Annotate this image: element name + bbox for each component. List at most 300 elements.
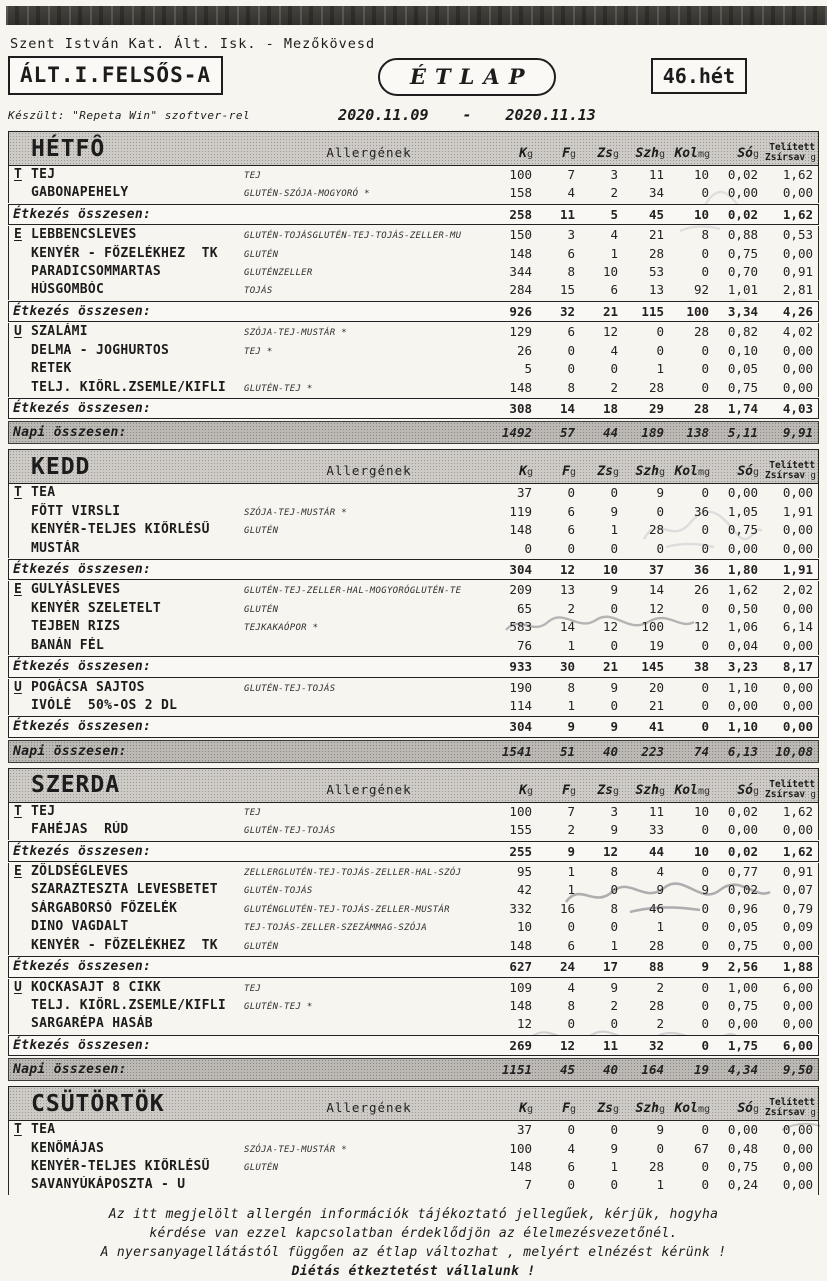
nutrient-value: 42: [516, 882, 532, 898]
meal-marker: [9, 521, 31, 539]
menu-item-allergens: [244, 1129, 494, 1131]
menu-item-allergens: TEJ: [244, 983, 262, 994]
menu-item-allergens: SZÓJA-TEJ-MUSTÁR *: [244, 507, 347, 518]
menu-item-allergens: TEJKAKAÓPOR *: [244, 623, 319, 634]
nutrient-value: 1151: [501, 1062, 532, 1078]
menu-item-row: [8, 803, 819, 821]
nutrient-value: 28: [693, 400, 709, 416]
meal-marker: [9, 997, 31, 1015]
meal-marker: [9, 379, 31, 397]
nutrient-value: 3,23: [727, 659, 758, 675]
nutrient-value: 12: [602, 619, 618, 635]
nutrient-value: 148: [509, 1159, 532, 1174]
nutrient-value: 0: [567, 1016, 575, 1032]
nutrient-value: 0,75: [727, 997, 758, 1013]
nutrient-value: 9: [656, 882, 664, 898]
nutrient-value: 28: [648, 997, 664, 1013]
menu-item-row: [8, 360, 819, 378]
nutrient-value: 1: [656, 361, 664, 377]
nutrient-value: 9: [567, 719, 575, 735]
day-header: [8, 768, 819, 803]
menu-item-name: SÁRGABORSÓ FŐZELÉK: [31, 900, 178, 916]
nutrient-value: 1,62: [782, 803, 813, 819]
nutrient-value: 0,00: [782, 540, 813, 556]
meal-marker: [9, 881, 31, 899]
nutrient-value: 0: [610, 1122, 618, 1138]
date-range: [338, 106, 596, 124]
allergens-column-header: Allergének: [326, 1100, 412, 1116]
meal-total-row: [8, 656, 819, 678]
allergens-column-header: Allergének: [326, 781, 412, 797]
nutrient-value: 9: [610, 582, 618, 598]
menu-item-row: [8, 503, 819, 521]
nutrient-value: 65: [516, 600, 532, 616]
nutrient-value: 9: [610, 1140, 618, 1156]
nutrient-value: 0,00: [782, 679, 813, 695]
nutrient-value: 933: [509, 659, 532, 675]
nutrient-value: 6: [567, 324, 575, 340]
meal-marker: E: [14, 864, 22, 880]
nutrient-value: 10: [602, 561, 618, 577]
nutrient-value: 34: [648, 185, 664, 201]
nutrient-column-header: Zsg: [597, 464, 619, 480]
nutrient-value: 0,02: [727, 167, 758, 182]
nutrient-value: 28: [648, 937, 664, 953]
menu-item-row: [8, 540, 819, 558]
nutrient-value: 1,05: [727, 503, 758, 519]
nutrient-column-header: Szhg: [635, 464, 665, 480]
nutrient-value: 0,00: [782, 361, 813, 377]
menu-item-allergens: ZELLERGLUTÉN-TEJ-TOJÁS-ZELLER-HAL-SZÓJ: [244, 868, 462, 879]
nutrient-value: 14: [648, 582, 664, 598]
menu-item-name: TEJBEN RIZS: [31, 619, 121, 635]
nutrient-value: 0: [701, 900, 709, 916]
nutrient-value: 10: [516, 919, 532, 935]
nutrient-value: 4,02: [782, 324, 813, 340]
menu-item-name: RETEK: [31, 361, 72, 377]
nutrient-value: 16: [559, 900, 575, 916]
nutrient-value: 41: [648, 719, 664, 735]
nutrient-value: 8: [701, 227, 709, 243]
menu-item-row: [8, 379, 819, 397]
nutrient-value: 0,05: [727, 361, 758, 377]
nutrient-value: 11: [602, 1037, 618, 1053]
menu-item-row: [8, 1140, 819, 1158]
saturated-fat-column-header: Telített Zsírsav g: [765, 778, 816, 800]
menu-item-row: [8, 918, 819, 936]
allergens-column-header: Allergének: [326, 463, 412, 479]
menu-item-allergens: [244, 493, 494, 495]
nutrient-value: 2,56: [727, 959, 758, 975]
nutrient-column-header: Fg: [562, 464, 576, 480]
nutrient-column-header: Sóg: [737, 464, 759, 480]
menu-item-name: BANÁN FÉL: [31, 637, 105, 653]
nutrient-value: 0: [701, 1159, 709, 1174]
nutrient-value: 0,00: [782, 342, 813, 358]
nutrient-value: 0: [610, 697, 618, 713]
nutrient-value: 2: [610, 997, 618, 1013]
nutrient-value: 0: [567, 540, 575, 556]
nutrient-value: 2: [610, 379, 618, 395]
menu-item-row: [8, 323, 819, 341]
nutrient-value: 0: [610, 919, 618, 935]
menu-item-allergens: GLUTÉN: [244, 941, 279, 952]
meal-total-label: Étkezés összesen:: [13, 659, 152, 675]
nutrient-value: 18: [602, 400, 618, 416]
nutrient-value: 1492: [501, 425, 532, 441]
nutrient-column-header: Kolmg: [674, 464, 710, 480]
nutrient-value: 0: [701, 1037, 709, 1053]
nutrient-column-header: Zsg: [597, 146, 619, 161]
meal-marker: E: [14, 227, 22, 243]
nutrient-value: 20: [648, 679, 664, 695]
nutrient-value: 0: [610, 637, 618, 653]
nutrient-column-header: Sóg: [737, 782, 759, 798]
menu-item-name: TEJ: [31, 803, 56, 819]
menu-item-name: PARADICSOMMARTAS: [31, 264, 162, 280]
nutrient-value: 0,00: [727, 1016, 758, 1032]
day-name: KEDD: [31, 453, 91, 480]
menu-item-name: SAVANYÚKÁPOSZTA - U: [31, 1177, 186, 1193]
daily-total-row: [8, 1058, 819, 1081]
nutrient-value: 2,81: [782, 282, 813, 298]
menu-item-name: KOCKASAJT 8 CIKK: [31, 979, 162, 995]
menu-item-allergens: TEJ: [244, 171, 262, 181]
nutrient-value: 12: [602, 843, 618, 859]
nutrient-value: 9,91: [782, 425, 813, 441]
nutrient-value: 1,06: [727, 619, 758, 635]
nutrient-value: 0,07: [782, 882, 813, 898]
meal-marker: [9, 503, 31, 521]
nutrient-value: 0: [701, 1016, 709, 1032]
footer-line: Diétás étkeztetést vállalunk !: [291, 1263, 536, 1279]
menu-item-row: [8, 226, 819, 244]
nutrient-value: 6: [610, 282, 618, 298]
menu-item-row: [8, 263, 819, 281]
nutrient-value: 0: [656, 540, 664, 556]
day-section: [8, 1086, 819, 1195]
nutrient-value: 0,48: [727, 1140, 758, 1156]
nutrient-value: 0: [701, 264, 709, 280]
nutrient-column-header: Sóg: [737, 1101, 759, 1117]
meal-marker: E: [14, 582, 22, 598]
menu-item-row: [8, 245, 819, 263]
nutrient-value: 627: [509, 959, 532, 975]
nutrient-value: 12: [516, 1016, 532, 1032]
menu-item-row: [8, 281, 819, 299]
nutrient-value: 0: [701, 361, 709, 377]
meal-total-row: [8, 559, 819, 581]
nutrient-value: 21: [602, 659, 618, 675]
nutrient-value: 0,00: [782, 185, 813, 201]
nutrient-value: 150: [509, 227, 532, 243]
nutrient-value: 26: [516, 342, 532, 358]
menu-item-allergens: GLUTÉN-TEJ *: [244, 1001, 313, 1012]
nutrient-value: 155: [509, 822, 532, 838]
menu-item-allergens: [244, 548, 494, 550]
nutrient-value: 37: [648, 561, 664, 577]
nutrient-value: 10: [693, 206, 709, 222]
nutrient-value: 13: [648, 282, 664, 298]
day-sections: [8, 131, 819, 1195]
nutrient-value: 1,00: [727, 979, 758, 995]
nutrient-column-header: Kolmg: [674, 1101, 710, 1117]
meal-total-label: Étkezés összesen:: [13, 206, 152, 222]
nutrient-value: 1: [656, 919, 664, 935]
menu-item-allergens: GLUTÉN-TEJ-TOJÁS: [244, 826, 336, 837]
nutrient-value: 11: [648, 803, 664, 819]
nutrient-value: 12: [602, 324, 618, 340]
nutrient-value: 0,75: [727, 379, 758, 395]
nutrient-value: 0,02: [727, 843, 758, 859]
nutrient-value: 21: [648, 697, 664, 713]
nutrient-value: 11: [648, 167, 664, 182]
menu-item-allergens: GLUTÉN: [244, 604, 279, 615]
menu-item-row: [8, 600, 819, 618]
nutrient-value: 46: [648, 900, 664, 916]
nutrient-value: 1: [567, 697, 575, 713]
nutrient-value: 4: [567, 979, 575, 995]
meal-total-label: Étkezés összesen:: [13, 719, 152, 735]
nutrient-value: 3: [567, 227, 575, 243]
menu-item-row: [8, 1176, 819, 1194]
nutrient-value: 0,75: [727, 245, 758, 261]
menu-item-allergens: GLUTÉN: [244, 1163, 279, 1173]
menu-item-allergens: [244, 368, 494, 370]
nutrient-value: 0,75: [727, 1159, 758, 1174]
menu-item-allergens: SZÓJA-TEJ-MUSTÁR *: [244, 1144, 347, 1155]
menu-item-row: [8, 581, 819, 599]
meal-marker: U: [14, 979, 22, 995]
nutrient-column-header: Kolmg: [674, 146, 710, 161]
software-credit: Készült: "Repeta Win" szoftver-rel: [8, 108, 251, 122]
nutrient-value: 2: [610, 185, 618, 201]
nutrient-value: 12: [693, 619, 709, 635]
nutrient-value: 0: [701, 185, 709, 201]
nutrient-value: 0: [656, 1140, 664, 1156]
nutrient-value: 7: [567, 803, 575, 819]
nutrient-value: 1,74: [727, 400, 758, 416]
menu-item-row: [8, 900, 819, 918]
nutrient-value: 38: [693, 659, 709, 675]
menu-item-allergens: SZÓJA-TEJ-MUSTÁR *: [244, 328, 347, 339]
meal-marker: [9, 1176, 31, 1194]
nutrient-value: 0,00: [782, 600, 813, 616]
day-section: [8, 131, 819, 444]
nutrient-value: 0: [610, 540, 618, 556]
nutrient-value: 9: [656, 1122, 664, 1138]
nutrient-value: 1,01: [727, 282, 758, 298]
nutrient-value: 100: [509, 1140, 532, 1156]
nutrient-value: 9: [567, 843, 575, 859]
nutrient-value: 255: [509, 843, 532, 859]
nutrient-value: 100: [641, 619, 664, 635]
nutrient-value: 1: [610, 522, 618, 538]
nutrient-value: 0,00: [782, 245, 813, 261]
meal-marker: T: [14, 1122, 22, 1138]
menu-item-row: [8, 881, 819, 899]
nutrient-value: 0,00: [782, 937, 813, 953]
nutrient-value: 44: [648, 843, 664, 859]
daily-total-label: Napi összesen:: [13, 743, 127, 759]
nutrient-value: 129: [509, 324, 532, 340]
day-section: [8, 768, 819, 1081]
nutrient-column-header: Zsg: [597, 1101, 619, 1117]
menu-item-allergens: TEJ *: [244, 346, 273, 357]
menu-item-allergens: GLUTÉNZELLER: [244, 268, 313, 279]
nutrient-value: 6: [567, 937, 575, 953]
nutrient-value: 1: [610, 1159, 618, 1174]
nutrient-value: 0: [701, 1122, 709, 1138]
menu-item-name: KENYÉR - FŐZELÉKHEZ TK: [31, 245, 218, 261]
menu-item-name: FAHÉJAS RÚD: [31, 822, 129, 838]
meal-marker: [9, 600, 31, 618]
nutrient-value: 0,24: [727, 1177, 758, 1193]
nutrient-value: 0: [701, 522, 709, 538]
nutrient-value: 0,00: [782, 719, 813, 735]
menu-item-row: [8, 679, 819, 697]
menu-item-row: [8, 342, 819, 360]
nutrient-value: 0,91: [782, 864, 813, 880]
nutrient-value: 2: [656, 979, 664, 995]
nutrient-value: 0: [656, 324, 664, 340]
menu-item-row: [8, 1158, 819, 1176]
nutrient-value: 0: [701, 379, 709, 395]
nutrient-value: 138: [686, 425, 709, 441]
nutrient-value: 332: [509, 900, 532, 916]
day-name: CSÜTÖRTÖK: [31, 1090, 165, 1117]
info-row: [8, 104, 819, 126]
meal-marker: T: [14, 803, 22, 819]
nutrient-value: 0: [701, 485, 709, 501]
nutrient-value: 88: [648, 959, 664, 975]
nutrient-value: 1: [567, 637, 575, 653]
nutrient-value: 0: [701, 1177, 709, 1193]
menu-item-name: POGÁCSA SAJTOS: [31, 679, 145, 695]
document-type-badge: ÉTLAP: [378, 58, 555, 96]
nutrient-value: 10: [602, 264, 618, 280]
nutrient-value: 0: [610, 882, 618, 898]
menu-item-allergens: [244, 705, 494, 707]
menu-item-allergens: [244, 1185, 494, 1187]
nutrient-value: 0,00: [782, 522, 813, 538]
menu-item-allergens: GLUTÉN-TEJ *: [244, 383, 313, 394]
nutrient-value: 8: [567, 379, 575, 395]
nutrient-value: 583: [509, 619, 532, 635]
nutrient-value: 0: [567, 1122, 575, 1138]
menu-item-name: SZARAZTESZTA LEVESBETET: [31, 882, 218, 898]
nutrient-value: 40: [602, 743, 618, 759]
nutrient-value: 9: [701, 882, 709, 898]
nutrient-value: 28: [648, 245, 664, 261]
nutrient-value: 2,02: [782, 582, 813, 598]
nutrient-value: 109: [509, 979, 532, 995]
nutrient-value: 119: [509, 503, 532, 519]
nutrient-value: 0,00: [782, 1140, 813, 1156]
nutrient-value: 24: [559, 959, 575, 975]
nutrient-value: 44: [602, 425, 618, 441]
nutrient-value: 9: [610, 822, 618, 838]
daily-total-label: Napi összesen:: [13, 1062, 127, 1078]
menu-item-name: IVÓLÉ 50%-OS 2 DL: [31, 697, 178, 713]
nutrient-value: 0,05: [727, 919, 758, 935]
menu-item-name: DINO VAGDALT: [31, 919, 129, 935]
nutrient-value: 0: [567, 1177, 575, 1193]
nutrient-value: 114: [509, 697, 532, 713]
nutrient-value: 0,09: [782, 919, 813, 935]
menu-item-row: [8, 1121, 819, 1139]
nutrient-value: 4: [567, 185, 575, 201]
nutrient-value: 0,75: [727, 937, 758, 953]
menu-item-name: TEA: [31, 485, 56, 501]
nutrient-value: 0: [701, 600, 709, 616]
footer-line: A nyersanyagellátástól függően az étlap változhat , melyért elnézést kérünk !: [100, 1244, 727, 1260]
nutrient-value: 8: [610, 864, 618, 880]
nutrient-value: 1: [610, 937, 618, 953]
daily-total-label: Napi összesen:: [13, 425, 127, 441]
nutrient-value: 11: [559, 206, 575, 222]
nutrient-value: 12: [559, 561, 575, 577]
nutrient-value: 0,00: [782, 1177, 813, 1193]
nutrient-value: 115: [641, 303, 664, 319]
menu-item-name: KENYÉR SZELETELT: [31, 600, 162, 616]
meal-total-row: [8, 398, 819, 420]
menu-item-allergens: GLUTÉN-SZÓJA-MOGYORÓ *: [244, 189, 370, 200]
nutrient-value: 28: [648, 522, 664, 538]
meal-total-row: [8, 956, 819, 978]
nutrient-column-header: Kg: [519, 1101, 533, 1117]
meal-marker: [9, 937, 31, 955]
nutrient-column-header: Sóg: [737, 146, 759, 161]
nutrient-value: 0,00: [727, 822, 758, 838]
menu-item-name: TEJ: [31, 167, 56, 182]
nutrient-value: 37: [516, 485, 532, 501]
nutrient-value: 1,91: [782, 561, 813, 577]
nutrient-value: 21: [602, 303, 618, 319]
menu-item-allergens: GLUTÉN-TOJÁSGLUTÉN-TEJ-TOJÁS-ZELLER-MU: [244, 231, 462, 242]
day-header: [8, 449, 819, 484]
nutrient-value: 95: [516, 864, 532, 880]
nutrient-value: 2: [567, 822, 575, 838]
nutrient-column-header: Szhg: [635, 146, 665, 161]
nutrient-value: 0: [701, 822, 709, 838]
nutrient-value: 1: [610, 245, 618, 261]
nutrient-value: 0,00: [782, 1122, 813, 1138]
nutrient-value: 304: [509, 719, 532, 735]
menu-item-name: GABONAPEHELY: [31, 185, 129, 201]
menu-item-name: KENYÉR-TELJES KIŐRLÉSŰ: [31, 1159, 210, 1174]
nutrient-value: 76: [516, 637, 532, 653]
nutrient-value: 4: [656, 864, 664, 880]
nutrient-value: 0,04: [727, 637, 758, 653]
nutrient-value: 0,10: [727, 342, 758, 358]
nutrient-value: 0,75: [727, 522, 758, 538]
nutrient-value: 10,08: [775, 743, 813, 759]
meal-total-row: [8, 841, 819, 863]
nutrient-value: 0,91: [782, 264, 813, 280]
meal-total-row: [8, 716, 819, 738]
menu-item-name: SZALÁMI: [31, 324, 88, 340]
saturated-fat-column-header: Telített Zsírsav g: [765, 142, 816, 163]
nutrient-value: 0,00: [727, 697, 758, 713]
menu-item-allergens: GLUTÉN-TEJ-TOJÁS: [244, 683, 336, 694]
nutrient-value: 33: [648, 822, 664, 838]
nutrient-value: 6: [567, 1159, 575, 1174]
nutrient-column-header: Kg: [519, 146, 533, 161]
nutrient-value: 40: [602, 1062, 618, 1078]
saturated-fat-column-header: Telített Zsírsav g: [765, 460, 816, 482]
nutrient-value: 304: [509, 561, 532, 577]
